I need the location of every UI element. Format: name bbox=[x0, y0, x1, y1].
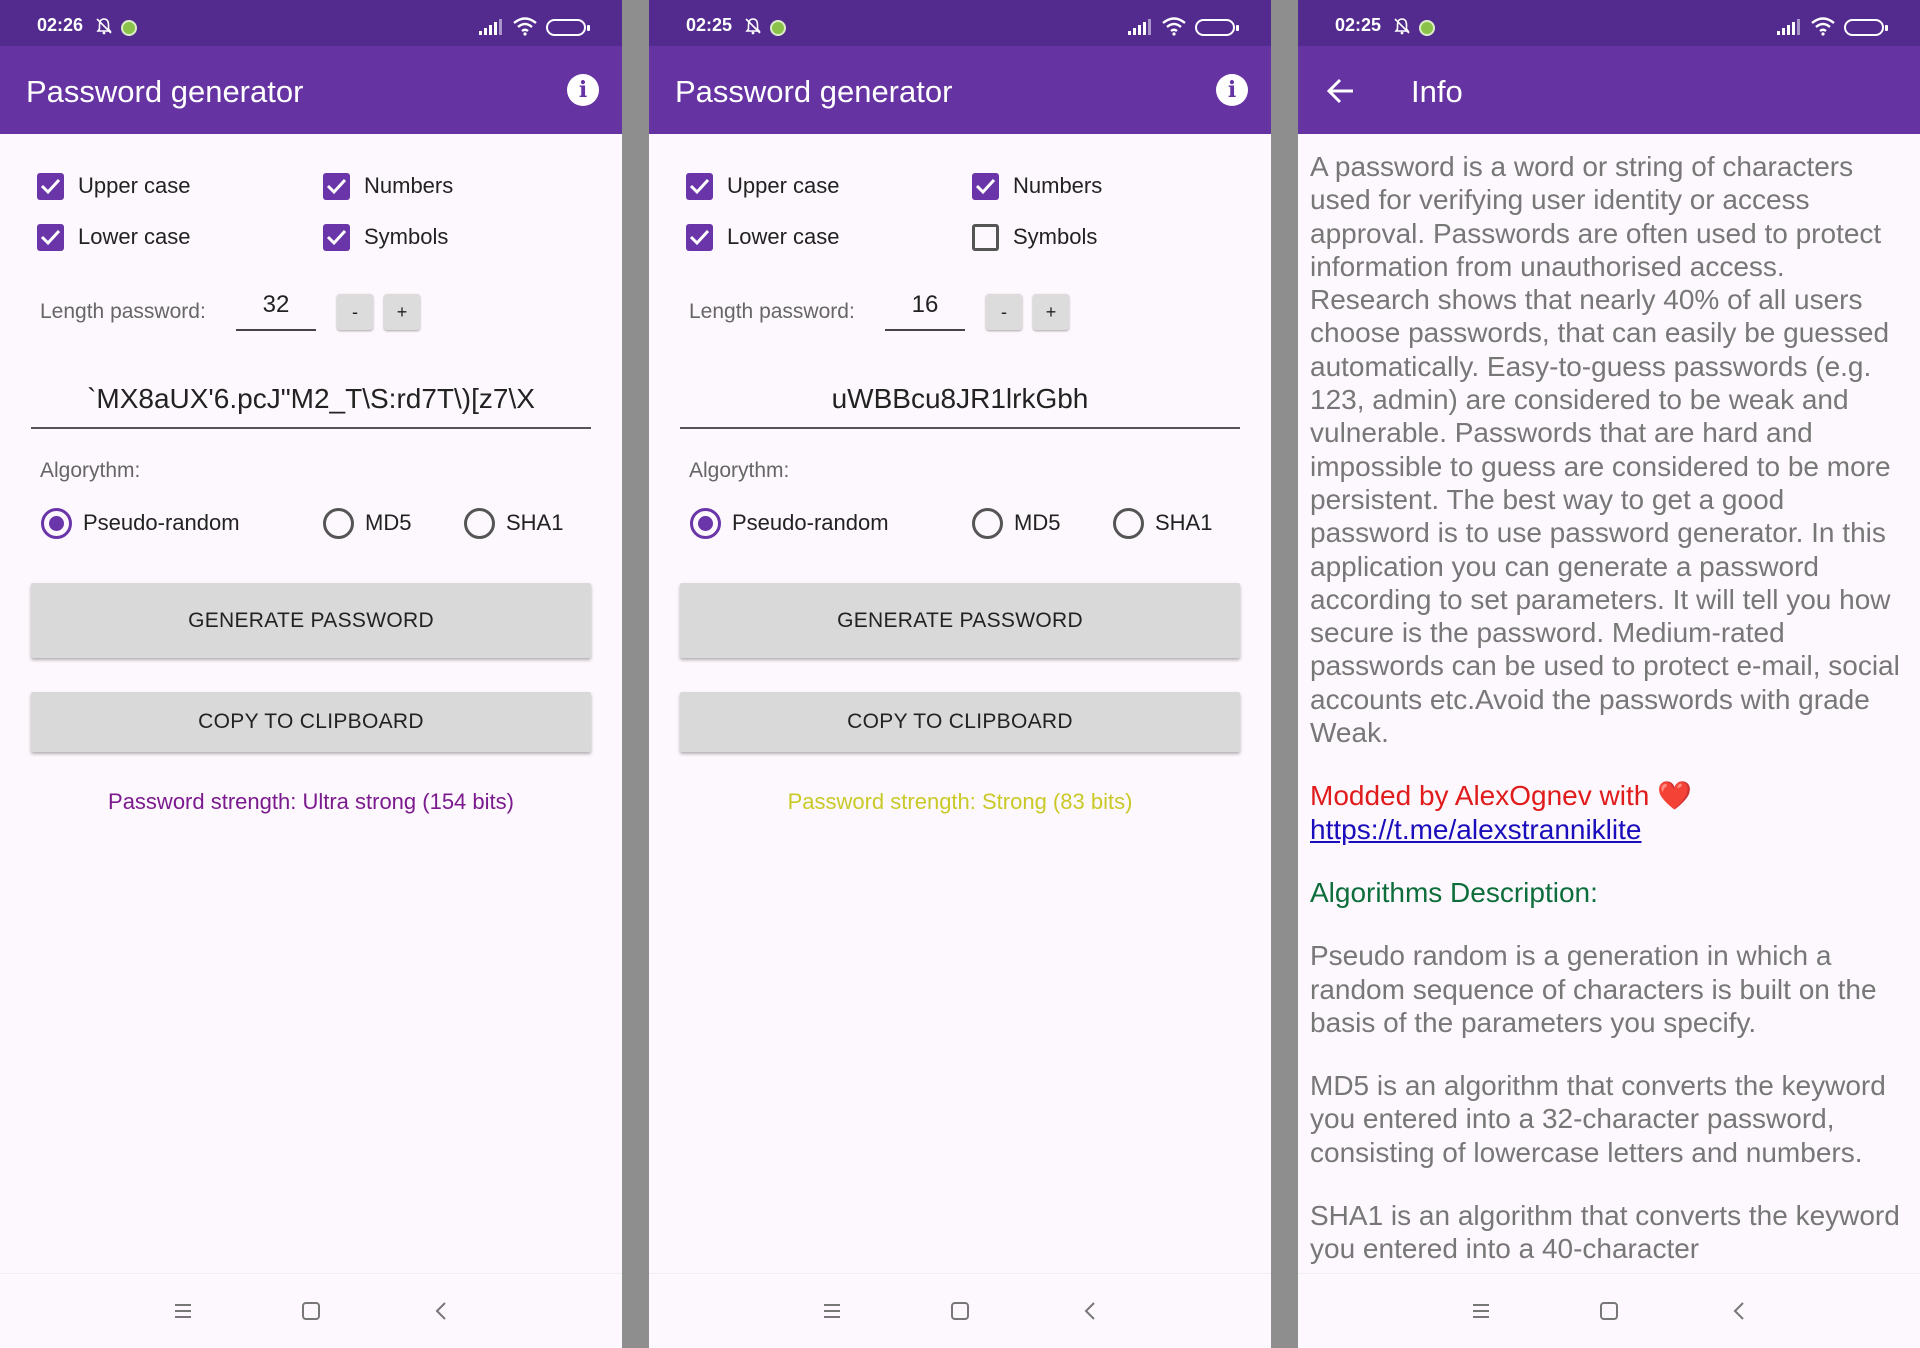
sha1-description: SHA1 is an algorithm that converts the keyword you entered into a 40-character bbox=[1310, 1200, 1900, 1265]
home-icon[interactable] bbox=[298, 1298, 324, 1324]
radio-label: SHA1 bbox=[506, 510, 564, 535]
generate-password-button[interactable]: GENERATE PASSWORD bbox=[31, 583, 591, 658]
wifi-icon bbox=[1810, 16, 1836, 36]
telegram-link[interactable]: https://t.me/alexstranniklite bbox=[1310, 813, 1642, 845]
upper-case-label: Upper case bbox=[727, 173, 840, 198]
pseudo-random-description: Pseudo random is a generation in which a random sequence of characters is built on the basis of the parameters you specify. bbox=[1310, 940, 1877, 1038]
status-time: 02:25 bbox=[686, 15, 733, 35]
checkbox-checked-icon bbox=[37, 224, 64, 251]
status-time: 02:26 bbox=[37, 15, 84, 35]
status-time: 02:25 bbox=[1335, 15, 1382, 35]
back-nav-icon[interactable] bbox=[1078, 1298, 1104, 1324]
back-nav-icon[interactable] bbox=[1727, 1298, 1753, 1324]
system-nav-bar bbox=[649, 1273, 1271, 1348]
battery-icon bbox=[546, 19, 586, 36]
increase-length-button[interactable]: + bbox=[1033, 294, 1069, 330]
info-icon[interactable]: i bbox=[567, 74, 599, 106]
radio-selected-icon bbox=[690, 508, 721, 539]
length-label: Length password: bbox=[40, 300, 206, 323]
numbers-label: Numbers bbox=[1013, 173, 1103, 198]
symbols-checkbox[interactable] bbox=[323, 222, 448, 252]
increase-length-button[interactable]: + bbox=[384, 294, 420, 330]
checkbox-checked-icon bbox=[686, 224, 713, 251]
algorithm-label: Algorythm: bbox=[40, 459, 141, 482]
wifi-icon bbox=[512, 16, 538, 36]
phone-screen-2 bbox=[649, 0, 1271, 1348]
radio-unselected-icon bbox=[323, 508, 354, 539]
upper-case-checkbox[interactable] bbox=[686, 171, 840, 201]
status-bar bbox=[1298, 0, 1920, 46]
notification-app-icon bbox=[770, 20, 786, 36]
status-bar bbox=[649, 0, 1271, 46]
generate-password-button[interactable]: GENERATE PASSWORD bbox=[680, 583, 1240, 658]
radio-md5[interactable] bbox=[323, 507, 411, 539]
checkbox-unchecked-icon bbox=[972, 224, 999, 251]
lower-case-checkbox[interactable] bbox=[686, 222, 840, 252]
radio-pseudo-random[interactable] bbox=[41, 507, 240, 539]
numbers-checkbox[interactable] bbox=[972, 171, 1102, 201]
info-intro: A password is a word or string of characters used for verifying user identity or access approval. Passwords are often used to protect information from unauthorised access. Research shows that nearly 40% of all users choose passwords, that can easily be guessed automatically. Easy-to-guess passwords (e.g. 123, admin) are considered to be weak and vulnerable. Passwords that are hard and impossible to guess are considered to be more persistent. The best way to get a good password is to use password generator. In this application you can generate a password according to set parameters. It will tell you how secure is the password. Medium-rated passwords can be used to protect e-mail, social accounts etc.Avoid the passwords with grade Weak. bbox=[1310, 151, 1900, 749]
lower-case-label: Lower case bbox=[78, 224, 191, 249]
radio-pseudo-random[interactable] bbox=[690, 507, 889, 539]
info-icon[interactable]: i bbox=[1216, 74, 1248, 106]
checkbox-checked-icon bbox=[972, 173, 999, 200]
radio-unselected-icon bbox=[464, 508, 495, 539]
back-arrow-icon[interactable] bbox=[1326, 76, 1356, 106]
notification-app-icon bbox=[1419, 20, 1435, 36]
app-title: Password generator bbox=[26, 74, 304, 109]
signal-icon bbox=[1776, 18, 1802, 36]
lower-case-checkbox[interactable] bbox=[37, 222, 191, 252]
system-nav-bar bbox=[1298, 1273, 1920, 1348]
radio-label: MD5 bbox=[365, 510, 412, 535]
checkbox-checked-icon bbox=[686, 173, 713, 200]
symbols-label: Symbols bbox=[364, 224, 449, 249]
lower-case-label: Lower case bbox=[727, 224, 840, 249]
home-icon[interactable] bbox=[1596, 1298, 1622, 1324]
radio-selected-icon bbox=[41, 508, 72, 539]
battery-icon bbox=[1844, 19, 1884, 36]
modded-by-text: Modded by AlexOgnev with bbox=[1310, 780, 1650, 812]
numbers-label: Numbers bbox=[364, 173, 454, 198]
password-field[interactable]: uWBBcu8JR1lrkGbh bbox=[680, 383, 1240, 429]
checkbox-checked-icon bbox=[323, 224, 350, 251]
checkbox-checked-icon bbox=[37, 173, 64, 200]
battery-icon bbox=[1195, 19, 1235, 36]
info-text-area bbox=[1310, 150, 1910, 1270]
copy-to-clipboard-button[interactable]: COPY TO CLIPBOARD bbox=[31, 692, 591, 752]
info-title: Info bbox=[1411, 74, 1463, 109]
decrease-length-button[interactable]: - bbox=[337, 294, 373, 330]
length-label: Length password: bbox=[689, 300, 855, 323]
upper-case-checkbox[interactable] bbox=[37, 171, 191, 201]
upper-case-label: Upper case bbox=[78, 173, 191, 198]
password-strength-text: Password strength: Ultra strong (154 bits) bbox=[108, 789, 514, 814]
home-icon[interactable] bbox=[947, 1298, 973, 1324]
app-bar bbox=[0, 46, 622, 134]
decrease-length-button[interactable]: - bbox=[986, 294, 1022, 330]
phone-screen-1 bbox=[0, 0, 622, 1348]
status-bar bbox=[0, 0, 622, 46]
radio-sha1[interactable] bbox=[1113, 507, 1212, 539]
algorithm-label: Algorythm: bbox=[689, 459, 790, 482]
back-nav-icon[interactable] bbox=[429, 1298, 455, 1324]
algorithms-heading: Algorithms Description: bbox=[1310, 876, 1598, 908]
app-bar bbox=[649, 46, 1271, 134]
bell-off-icon bbox=[95, 17, 113, 35]
radio-md5[interactable] bbox=[972, 507, 1060, 539]
password-strength-text: Password strength: Strong (83 bits) bbox=[787, 789, 1133, 814]
numbers-checkbox[interactable] bbox=[323, 171, 453, 201]
heart-icon: ❤️ bbox=[1657, 780, 1692, 812]
symbols-checkbox[interactable] bbox=[972, 222, 1097, 252]
phone-screen-info bbox=[1298, 0, 1920, 1348]
length-input[interactable]: 16 bbox=[885, 291, 965, 331]
radio-label: SHA1 bbox=[1155, 510, 1213, 535]
app-title: Password generator bbox=[675, 74, 953, 109]
notification-app-icon bbox=[121, 20, 137, 36]
copy-to-clipboard-button[interactable]: COPY TO CLIPBOARD bbox=[680, 692, 1240, 752]
menu-icon[interactable] bbox=[1468, 1298, 1494, 1324]
bell-off-icon bbox=[744, 17, 762, 35]
signal-icon bbox=[1127, 18, 1153, 36]
radio-sha1[interactable] bbox=[464, 507, 563, 539]
system-nav-bar bbox=[0, 1273, 622, 1348]
radio-unselected-icon bbox=[972, 508, 1003, 539]
wifi-icon bbox=[1161, 16, 1187, 36]
radio-label: Pseudo-random bbox=[83, 510, 240, 535]
menu-icon[interactable] bbox=[170, 1298, 196, 1324]
signal-icon bbox=[478, 18, 504, 36]
symbols-label: Symbols bbox=[1013, 224, 1098, 249]
menu-icon[interactable] bbox=[819, 1298, 845, 1324]
checkbox-checked-icon bbox=[323, 173, 350, 200]
password-field[interactable]: `MX8aUX'6.pcJ"M2_T\S:rd7T\)[z7\X bbox=[31, 383, 591, 429]
radio-label: Pseudo-random bbox=[732, 510, 889, 535]
radio-unselected-icon bbox=[1113, 508, 1144, 539]
radio-label: MD5 bbox=[1014, 510, 1061, 535]
credits bbox=[1310, 779, 1910, 846]
bell-off-icon bbox=[1393, 17, 1411, 35]
length-input[interactable]: 32 bbox=[236, 291, 316, 331]
app-bar bbox=[1298, 46, 1920, 134]
md5-description: MD5 is an algorithm that converts the keyword you entered into a 32-character password, consisting of lowercase letters and numbers. bbox=[1310, 1070, 1886, 1168]
